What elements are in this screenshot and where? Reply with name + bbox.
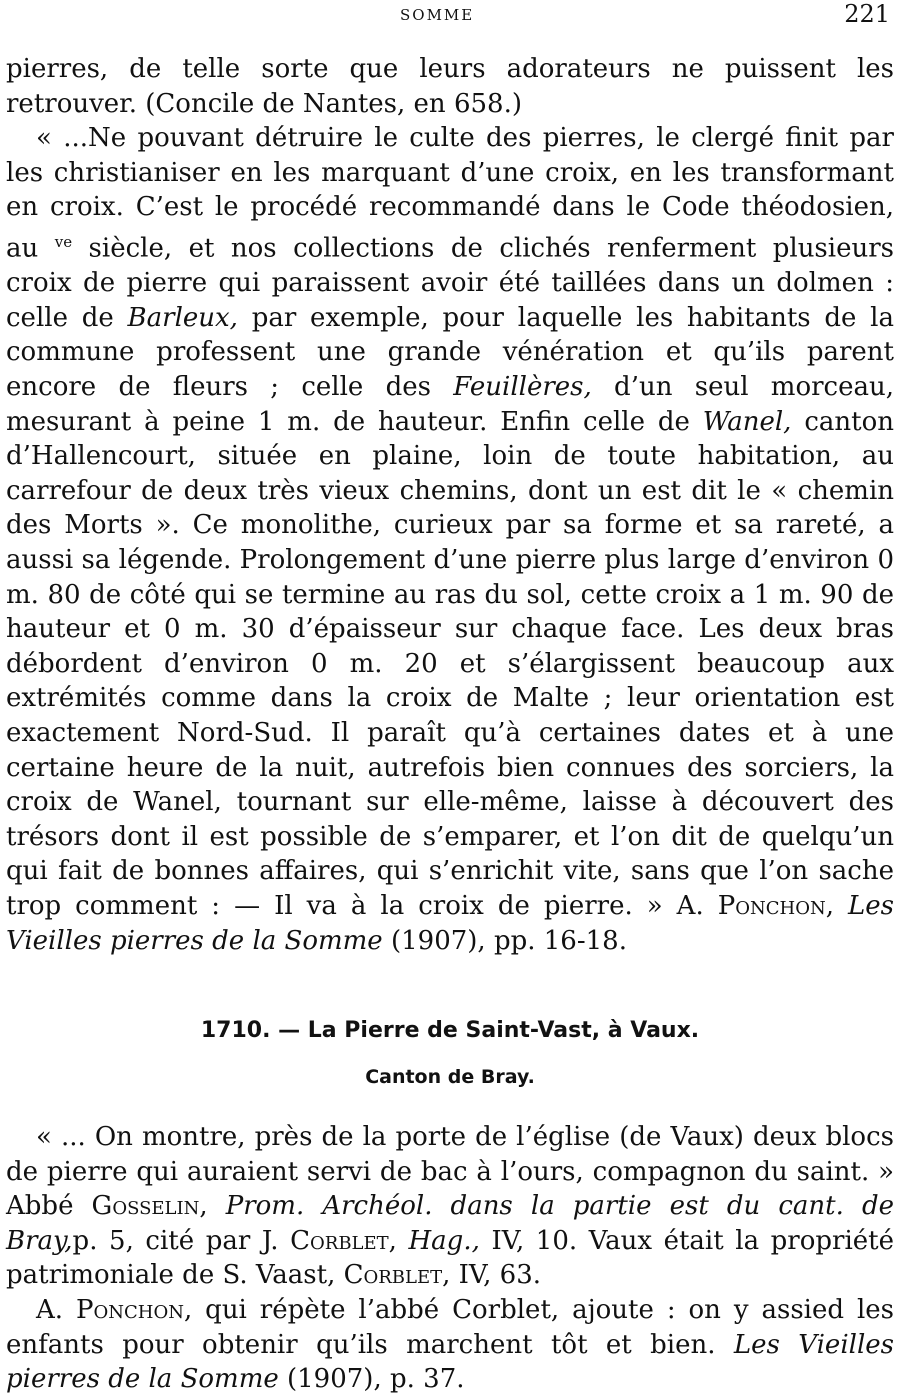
section-subheading: Canton de Bray.	[365, 1066, 535, 1088]
section-text	[6, 1120, 894, 1397]
main-text	[6, 52, 894, 958]
work-title: Prom. Archéol. dans la partie est du cant. de Bray,	[6, 1191, 894, 1256]
paragraph-1: pierres, de telle sorte que leurs adorateurs ne puissent les retrouver. (Concile de Nantes, en 658.)	[6, 54, 894, 119]
author-ponchon: A. Ponchon,	[36, 1294, 193, 1325]
page-number: 221	[844, 0, 890, 28]
paragraph-3: « ... On montre, près de la porte de l’église (de Vaux) deux blocs de pierre qui auraient servi de bac à l’ours, compagnon du saint. » Abbé Gosselin, Prom. Archéol. dans la partie est du cant. de Bray,p. 5, cité par J. Corblet, Hag., IV, 10. Vaux était la propriété patrimoniale de S. Vaast, Corblet, IV, 63.	[6, 1122, 894, 1291]
work-hag: Hag.,	[408, 1225, 480, 1256]
century-superscript: ve	[54, 232, 73, 251]
citation-title: Les Vieilles pierres de la Somme	[6, 890, 894, 956]
author-corblet: Corblet,	[290, 1225, 397, 1256]
author-gosselin: Gosselin,	[91, 1191, 208, 1222]
running-title: SOMME	[400, 6, 475, 24]
place-wanel: Wanel,	[702, 406, 792, 437]
running-header	[0, 0, 900, 30]
place-barleux: Barleux,	[127, 302, 238, 333]
section-heading: 1710. — La Pierre de Saint-Vast, à Vaux.	[200, 1018, 700, 1043]
author-corblet-2: Corblet,	[343, 1260, 451, 1291]
place-feuilleres: Feuillères,	[453, 372, 592, 402]
paragraph-2: « ...Ne pouvant détruire le culte des pierres, le clergé finit par les christianiser en les marquant d’une croix, en les transformant en croix. C’est le procédé recommandé dans le Code théodosien, au $^{ve}$ siècle, et nos collections de clichés renferment plusieurs croix de pierre qui paraissent avoir été taillées dans un dolmen : celle de Barleux, par exemple, pour laquelle les habitants de la commune professent une grande vénération et qu’ils parent encore de fleurs ; celle des Feuillères, d’un seul morceau, mesurant à peine 1 m. de hauteur. Enfin celle de Wanel, canton d’Hallencourt, située en plaine, loin de toute habitation, au carrefour de deux très vieux chemins, dont un est dit le « chemin des Morts ». Ce monolithe, curieux par sa forme et sa rareté, a aussi sa légende. Prolongement d’une pierre plus large d’environ 0 m. 80 de côté qui se termine au ras du sol, cette croix a 1 m. 90 de hauteur et 0 m. 30 d’épaisseur sur chaque face. Les deux bras débordent d’environ 0 m. 20 et s’élargissent beaucoup aux extrémités comme dans la croix de Malte ; leur orientation est exactement Nord-Sud. Il paraît qu’à certaines dates et à une certaine heure de la nuit, autrefois bien connues des sorciers, la croix de Wanel, tournant sur elle-même, laisse à découvert des trésors dont il est possible de s’emparer, et l’on dit de quelqu’un qui fait de bonnes affaires, qui s’enrichit vite, sans que l’on sache trop comment : — Il va à la croix de pierre. » A. Ponchon, Les Vieilles pierres de la Somme (1907), pp. 16-18.	[6, 123, 895, 956]
citation-author: A. Ponchon,	[676, 890, 834, 921]
work-vieilles-pierres: Les Vieilles pierres de la Somme	[6, 1329, 894, 1395]
paragraph-4: A. Ponchon, qui répète l’abbé Corblet, ajoute : on y assied les enfants pour obtenir qu’ils marchent tôt et bien. Les Vieilles pierres de la Somme (1907), p. 37.	[6, 1294, 894, 1395]
